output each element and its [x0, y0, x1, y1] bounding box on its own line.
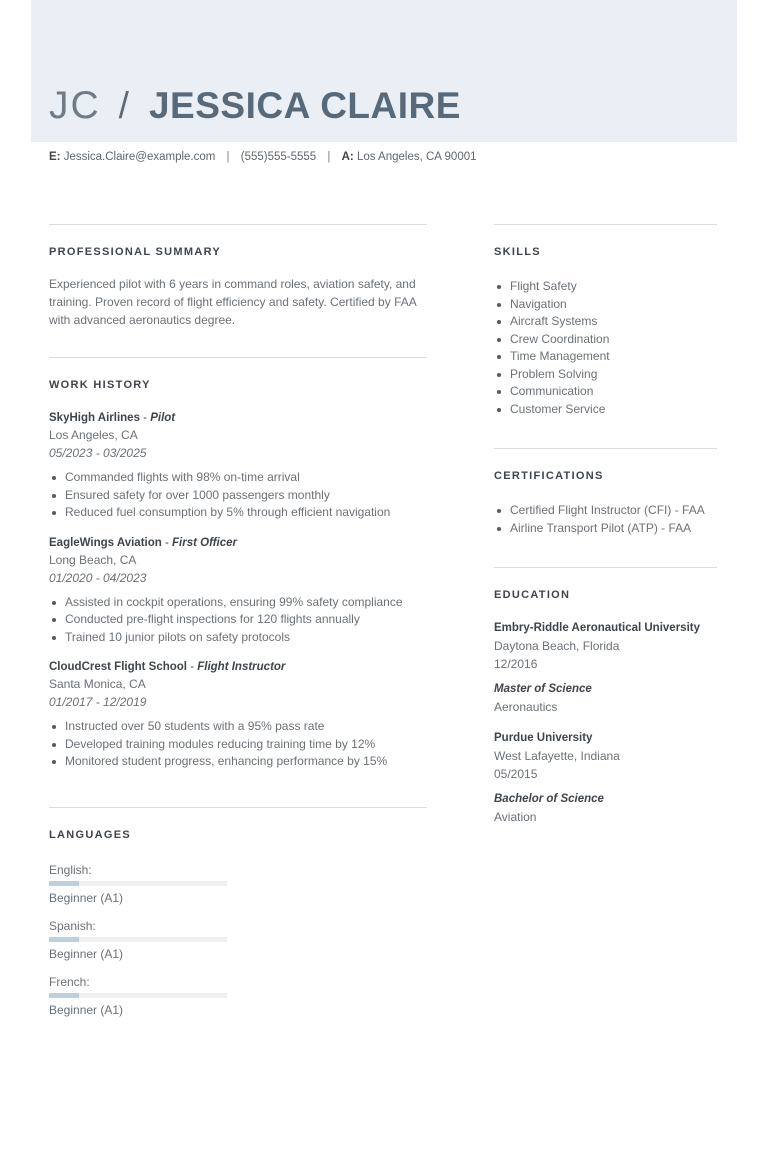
language-name: Spanish:	[49, 918, 96, 933]
language-level: Beginner (A1)	[49, 1002, 124, 1017]
job-bullets	[49, 594, 427, 647]
language-level: Beginner (A1)	[49, 890, 124, 905]
work-history-title: WORK HISTORY	[49, 379, 151, 391]
certification-item: Airline Transport Pilot (ATP) - FAA	[494, 520, 717, 538]
email[interactable]: Jessica.Claire@example.com	[63, 151, 216, 163]
job-location: Santa Monica, CA	[49, 677, 146, 691]
list-item: Ensured safety for over 1000 passengers monthly	[49, 487, 427, 505]
language-item	[49, 917, 244, 963]
skill-item: Communication	[494, 383, 717, 401]
language-name: French:	[49, 974, 90, 989]
job-dash: -	[187, 661, 198, 673]
full-name: JESSICA CLAIRE	[148, 85, 461, 126]
language-bar-fill	[49, 881, 79, 886]
list-item: Monitored student progress, enhancing performance by 15%	[49, 753, 427, 771]
job-entry	[49, 410, 427, 522]
language-bar	[49, 993, 227, 998]
list-item: Reduced fuel consumption by 5% through efficient navigation	[49, 504, 427, 522]
languages-title: LANGUAGES	[49, 828, 131, 841]
language-item	[49, 861, 244, 907]
job-bullets	[49, 718, 427, 771]
language-item	[49, 973, 244, 1019]
skills-list	[494, 278, 717, 418]
job-dash: -	[161, 536, 173, 549]
education-location: West Lafayette, Indiana	[494, 749, 620, 763]
job-title-line	[49, 410, 427, 426]
skills-title: SKILLS	[494, 246, 541, 258]
list-item: Conducted pre-flight inspections for 120 flights annually	[49, 611, 427, 629]
language-bar-fill	[49, 993, 79, 998]
skill-item: Time Management	[494, 348, 717, 366]
list-item: Commanded flights with 98% on-time arrival	[49, 469, 427, 487]
education-field: Aeronautics	[494, 700, 558, 714]
summary-title: PROFESSIONAL SUMMARY	[49, 246, 222, 258]
certifications-title: CERTIFICATIONS	[494, 470, 604, 482]
contact-divider: |	[226, 151, 230, 163]
job-role: Pilot	[150, 412, 176, 424]
job-dates: 05/2023 - 03/2025	[49, 446, 147, 460]
education-title: EDUCATION	[494, 589, 571, 601]
contact-divider: |	[327, 151, 331, 163]
name-separator: /	[118, 85, 129, 126]
list-item: Instructed over 50 students with a 95% pass rate	[49, 718, 427, 736]
language-list	[49, 861, 427, 1029]
email-label: E:	[49, 151, 61, 163]
address-label: A:	[341, 151, 354, 163]
left-column	[49, 224, 427, 1029]
certifications-list	[494, 502, 717, 537]
job-company: SkyHigh Airlines	[49, 412, 140, 424]
skill-item: Problem Solving	[494, 366, 717, 384]
section-divider	[494, 567, 717, 568]
job-role: First Officer	[172, 536, 238, 549]
skill-item: Customer Service	[494, 401, 717, 419]
education-field: Aviation	[494, 810, 537, 824]
job-title-line	[49, 659, 427, 675]
skill-item: Crew Coordination	[494, 331, 717, 349]
skill-item: Aircraft Systems	[494, 313, 717, 331]
language-bar	[49, 937, 227, 942]
job-location: Los Angeles, CA	[49, 428, 138, 442]
skill-item: Navigation	[494, 296, 717, 314]
job-company: CloudCrest Flight School	[49, 661, 187, 673]
right-column	[494, 224, 717, 826]
section-divider	[49, 224, 427, 225]
section-divider	[49, 357, 427, 358]
initials: JC	[49, 84, 101, 127]
education-date: 12/2016	[494, 657, 538, 671]
name-line	[49, 84, 461, 128]
education-date: 05/2015	[494, 767, 538, 781]
list-item: Assisted in cockpit operations, ensuring 99% safety compliance	[49, 594, 427, 612]
list-item: Trained 10 junior pilots on safety protocols	[49, 629, 427, 647]
job-entry	[49, 535, 427, 647]
certification-item: Certified Flight Instructor (CFI) - FAA	[494, 502, 717, 520]
education-location: Daytona Beach, Florida	[494, 639, 620, 653]
list-item: Developed training modules reducing training time by 12%	[49, 736, 427, 754]
job-company: EagleWings Aviation	[49, 536, 162, 549]
job-dates: 01/2020 - 04/2023	[49, 570, 147, 585]
section-divider	[494, 224, 717, 225]
education-degree: Bachelor of Science	[494, 793, 604, 805]
job-dates: 01/2017 - 12/2019	[49, 695, 147, 709]
job-title-line	[49, 535, 427, 551]
job-entry	[49, 659, 427, 771]
job-role: Flight Instructor	[197, 661, 286, 673]
summary-text: Experienced pilot with 6 years in command roles, aviation safety, and training. Proven record of flight efficiency and safety. Certified by FAA with advanced aeronautics degree.	[49, 277, 417, 327]
education-entry	[494, 620, 717, 716]
education-entry	[494, 730, 717, 826]
contact-line	[49, 151, 477, 163]
phone[interactable]: (555)555-5555	[240, 151, 317, 163]
address: Los Angeles, CA 90001	[356, 151, 477, 163]
language-bar-fill	[49, 937, 79, 942]
job-bullets	[49, 469, 427, 522]
section-divider	[494, 448, 717, 449]
education-school: Purdue University	[494, 732, 593, 744]
language-level: Beginner (A1)	[49, 946, 124, 961]
skill-item: Flight Safety	[494, 278, 717, 296]
education-school: Embry-Riddle Aeronautical University	[494, 622, 700, 634]
job-location: Long Beach, CA	[49, 552, 137, 567]
education-degree: Master of Science	[494, 683, 592, 695]
section-divider	[49, 807, 427, 808]
language-bar	[49, 881, 227, 886]
job-dash: -	[139, 412, 151, 424]
language-name: English:	[49, 862, 92, 877]
